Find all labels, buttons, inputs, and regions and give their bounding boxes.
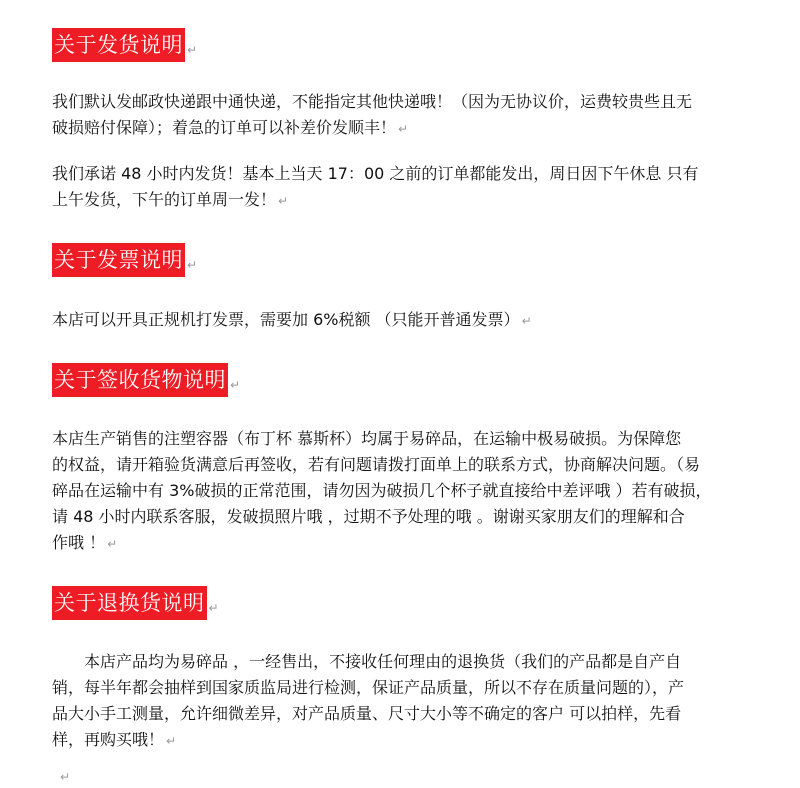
text-line: 碎品在运输中有 3%破损的正常范围，请勿因为破损几个杯子就直接给中差评哦 ）若有破损， bbox=[52, 481, 712, 500]
paragraph-shipping-1 bbox=[52, 89, 742, 141]
paragraph-shipping-2 bbox=[52, 161, 742, 213]
paragraph-mark: ↵ bbox=[60, 770, 71, 784]
text-line bbox=[52, 530, 742, 556]
text-line: 本店产品均为易碎品 ，一经售出，不接收任何理由的退换货（我们的产品都是自产自 bbox=[84, 652, 682, 671]
paragraph-receiving-1 bbox=[52, 426, 742, 556]
text-line-content: 上午发货，下午的订单周一发！ bbox=[52, 190, 277, 209]
text-line bbox=[52, 115, 742, 141]
paragraph-mark: ↵ bbox=[187, 257, 198, 272]
paragraph-returns-1 bbox=[52, 649, 742, 753]
text-line bbox=[52, 187, 742, 213]
text-line: 请 48 小时内联系客服，发破损照片哦 ，过期不予处理的哦 。谢谢买家朋友们的理解和合 bbox=[52, 507, 685, 526]
text-line: 我们默认发邮政快递跟中通快递，不能指定其他快递哦！（因为无协议价，运费较贵些且无 bbox=[52, 92, 693, 111]
paragraph-mark: ↵ bbox=[230, 377, 241, 392]
heading-receiving bbox=[52, 363, 240, 397]
section-title: 关于发货说明 bbox=[52, 28, 185, 62]
paragraph-mark: ↵ bbox=[278, 193, 289, 208]
paragraph-mark: ↵ bbox=[398, 121, 409, 136]
section-title: 关于签收货物说明 bbox=[52, 363, 228, 397]
heading-shipping bbox=[52, 28, 197, 62]
text-line: 品大小手工测量，允许细微差异，对产品质量、尺寸大小等不确定的客户 可以拍样，先看 bbox=[52, 704, 682, 723]
paragraph-invoice-1 bbox=[52, 307, 742, 333]
section-title: 关于发票说明 bbox=[52, 243, 185, 277]
text-line-content: 样，再购买哦！ bbox=[52, 730, 165, 749]
heading-returns bbox=[52, 586, 219, 620]
text-line-content: 破损赔付保障）；着急的订单可以补差价发顺丰！ bbox=[52, 118, 397, 137]
text-line: 我们承诺 48 小时内发货！基本上当天 17：00 之前的订单都能发出，周日因下午休息 只有 bbox=[52, 164, 699, 183]
paragraph-mark: ↵ bbox=[521, 313, 532, 328]
text-line bbox=[52, 727, 742, 753]
text-line-content: 本店可以开具正规机打发票，需要加 6%税额 （只能开普通发票） bbox=[52, 310, 520, 329]
paragraph-mark: ↵ bbox=[208, 600, 219, 615]
text-line bbox=[52, 307, 742, 333]
text-line: 本店生产销售的注塑容器（布丁杯 慕斯杯）均属于易碎品，在运输中极易破损。为保障您 bbox=[52, 429, 682, 448]
text-line: 的权益，请开箱验货满意后再签收，若有问题请拨打面单上的联系方式，协商解决问题。（易 bbox=[52, 455, 701, 474]
heading-invoice bbox=[52, 243, 197, 277]
text-line-content: 作哦 ！ bbox=[52, 533, 106, 552]
paragraph-mark: ↵ bbox=[166, 733, 177, 748]
paragraph-mark: ↵ bbox=[107, 536, 118, 551]
text-line: 销，每半年都会抽样到国家质监局进行检测，保证产品质量，所以不存在质量问题的），产 bbox=[52, 678, 685, 697]
paragraph-mark: ↵ bbox=[187, 42, 198, 57]
section-title: 关于退换货说明 bbox=[52, 586, 207, 620]
